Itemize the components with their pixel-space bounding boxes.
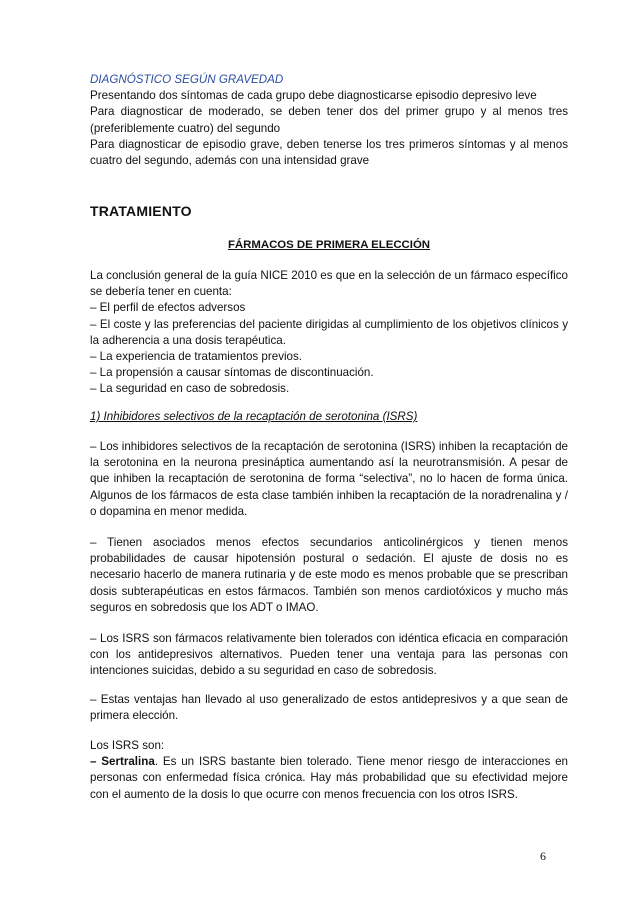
- isrs-paragraph: – Los ISRS son fármacos relativamente bien tolerados con idéntica eficacia en comparación con los antidepresivos alternativos. Pueden tener una ventaja para las personas con intenciones suicidas, debido a su seguridad en caso de sobredosis.: [90, 632, 568, 678]
- isrs-paragraph-3-block: [90, 631, 568, 680]
- isrs-list-block: [90, 738, 568, 803]
- isrs-paragraph: – Tienen asociados menos efectos secundarios anticolinérgicos y tienen menos probabilidades de causar hipotensión postural o sedación. El ajuste de dosis no es necesario hacerlo de manera rutinaria y de este modo es menos probable que se prescriban dosis subterapéuticas en estos fármacos. También son menos cardiotóxicos y mucho más seguros en sobredosis que los ADT o IMAO.: [90, 536, 568, 614]
- criteria-intro: La conclusión general de la guía NICE 2010 es que en la selección de un fármaco específico se debería tener en cuenta:: [90, 269, 568, 299]
- sertralina-text: . Es un ISRS bastante bien tolerado. Tiene menor riesgo de interacciones en personas con enfermedad física crónica. Hay más probabilidad que su efectividad mejore con el aumento de la dosis lo que ocurre con menos frecuencia con los otros ISRS.: [90, 755, 569, 801]
- subtitle-block: [90, 237, 568, 253]
- criteria-item: – La seguridad en caso de sobredosis.: [90, 382, 290, 396]
- isrs-paragraph: – Estas ventajas han llevado al uso generalizado de estos antidepresivos y a que sean de primera elección.: [90, 693, 568, 723]
- diagnosis-line: Para diagnosticar de moderado, se deben tener dos del primer grupo y al menos tres (preferiblemente cuatro) del segundo: [90, 105, 568, 135]
- sertralina-paragraph: [90, 754, 568, 803]
- sertralina-label: – Sertralina: [90, 755, 155, 769]
- isrs-paragraph-1-block: [90, 439, 568, 520]
- diagnosis-section: [90, 72, 568, 169]
- first-choice-subtitle: FÁRMACOS DE PRIMERA ELECCIÓN: [227, 239, 431, 251]
- criteria-item: – La experiencia de tratamientos previos.: [90, 350, 303, 364]
- treatment-title: TRATAMIENTO: [90, 203, 192, 219]
- criteria-item: – La propensión a causar síntomas de discontinuación.: [90, 366, 374, 380]
- isrs-paragraph: – Los inhibidores selectivos de la recaptación de serotonina (ISRS) inhiben la recaptación de la serotonina en la neurona presináptica aumentando así la neurotransmisión. A pesar de que inhiben la recaptación de serotonina de forma “selectiva”, no lo hacen de forma única. Algunos de los fármacos de esta clase también inhiben la recaptación de la noradrenalina y / o dopamina en menor medida.: [90, 440, 568, 518]
- isrs-heading-block: [90, 409, 568, 425]
- criteria-section: [90, 268, 568, 398]
- isrs-heading: 1) Inhibidores selectivos de la recaptación de serotonina (ISRS): [90, 410, 418, 423]
- treatment-title-block: [90, 203, 568, 219]
- isrs-paragraph-2-block: [90, 535, 568, 616]
- isrs-list-intro: Los ISRS son:: [90, 739, 165, 752]
- criteria-item: – El perfil de efectos adversos: [90, 301, 246, 315]
- diagnosis-line: Presentando dos síntomas de cada grupo debe diagnosticarse episodio depresivo leve: [90, 89, 537, 103]
- diagnosis-line: Para diagnosticar de episodio grave, deben tenerse los tres primeros síntomas y al menos cuatro del segundo, además con una intensidad grave: [90, 137, 568, 168]
- isrs-paragraph-4-block: [90, 692, 568, 724]
- page-number: 6: [540, 849, 546, 863]
- criteria-item: – El coste y las preferencias del paciente dirigidas al cumplimiento de los objetivos clínicos y la adherencia a una dosis terapéutica.: [90, 317, 568, 347]
- diagnosis-heading: DIAGNÓSTICO SEGÚN GRAVEDAD: [90, 73, 284, 86]
